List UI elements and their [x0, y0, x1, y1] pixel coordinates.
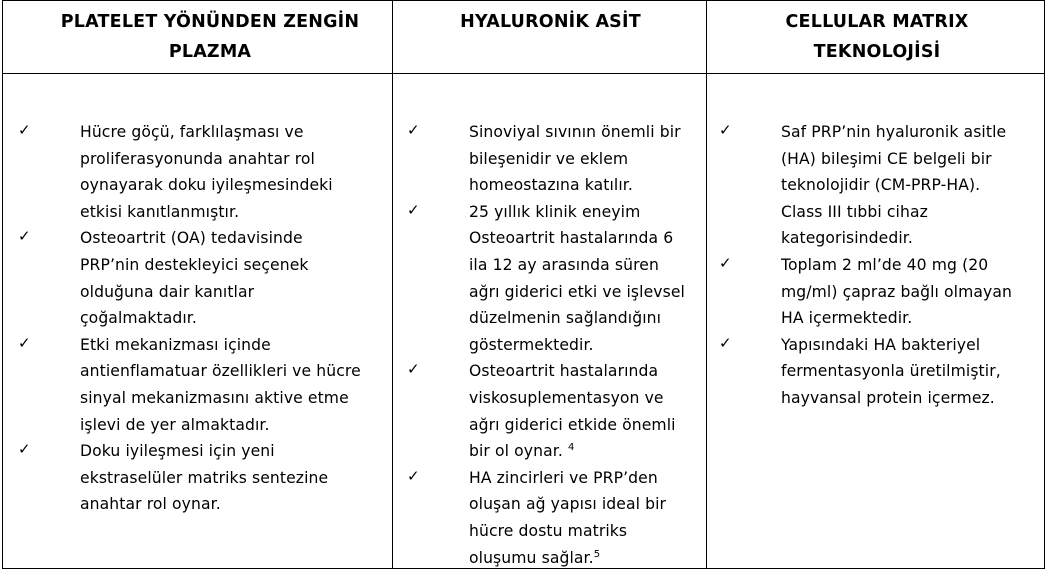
header-cm-line-1: CELLULAR MATRIX	[785, 12, 969, 32]
list-item	[18, 119, 361, 225]
reference-superscript: 4	[567, 441, 575, 453]
hyaluronic-acid-column	[407, 119, 685, 571]
list-item	[407, 358, 685, 464]
item-line: anahtar rol oynar.	[80, 495, 221, 514]
checkmark-icon: ✓	[407, 360, 420, 379]
checkmark-icon: ✓	[407, 466, 420, 485]
item-line: mg/ml) çapraz bağlı olmayan	[781, 282, 1013, 301]
comparison-table	[2, 0, 1045, 569]
checkmark-icon: ✓	[18, 333, 31, 352]
header-cm-line-2: TEKNOLOJİSİ	[813, 42, 941, 62]
item-line: Osteoartrit (OA) tedavisinde	[80, 229, 303, 248]
list-item	[18, 438, 361, 518]
header-ha-line-1: HYALURONİK ASİT	[460, 12, 641, 32]
header-hyaluronic-acid	[395, 7, 706, 37]
item-line-text: oluşumu sağlar.	[469, 548, 594, 567]
cellular-matrix-column	[719, 119, 1013, 412]
item-line: Osteoartrit hastalarında 6	[469, 229, 674, 248]
item-line: HA zincirleri ve PRP’den	[469, 468, 658, 487]
list-item	[407, 465, 685, 571]
item-line: antienflamatuar özellikleri ve hücre	[80, 362, 361, 381]
item-line: Osteoartrit hastalarında	[469, 362, 659, 381]
item-line: ağrı giderici etki ve işlevsel	[469, 282, 685, 301]
item-line: Sinoviyal sıvının önemli bir	[469, 123, 681, 141]
item-line: düzelmenin sağlandığını	[469, 309, 662, 328]
checkmark-icon: ✓	[407, 200, 420, 219]
item-line: Etki mekanizması içinde	[80, 335, 271, 354]
item-line: ekstraselüler matriks sentezine	[80, 468, 329, 487]
item-line: (HA) bileşimi CE belgeli bir	[781, 149, 992, 168]
header-divider	[3, 73, 1044, 74]
item-line: teknolojidir (CM-PRP-HA).	[781, 176, 981, 195]
header-cellular-matrix	[708, 7, 1046, 67]
item-line	[469, 545, 685, 571]
item-line	[469, 438, 685, 465]
column-divider-1	[392, 1, 393, 568]
item-line: sinyal mekanizmasını aktive etme	[80, 388, 349, 407]
item-line: oluşan ağ yapısı ideal bir	[469, 495, 667, 514]
item-line: HA içermektedir.	[781, 309, 913, 328]
list-item	[18, 332, 361, 438]
item-line: ağrı giderici etkide önemli	[469, 415, 676, 434]
item-line: 25 yıllık klinik eneyim	[469, 202, 641, 221]
item-line: hücre dostu matriks	[469, 521, 628, 540]
list-item	[719, 332, 1012, 412]
item-line: bileşenidir ve eklem	[469, 149, 629, 168]
item-line: Toplam 2 ml’de 40 mg (20	[781, 255, 989, 274]
item-line: Saf PRP’nin hyaluronik asitle	[781, 123, 1007, 141]
item-line: oynayarak doku iyileşmesindeki	[80, 176, 333, 195]
item-line: PRP’nin destekleyici seçenek	[80, 255, 309, 274]
checkmark-icon: ✓	[719, 121, 732, 139]
item-line: olduğuna dair kanıtlar	[80, 282, 255, 301]
checkmark-icon: ✓	[719, 333, 732, 352]
list-item	[719, 252, 1013, 332]
item-line: çoğalmaktadır.	[80, 309, 197, 328]
list-item	[719, 119, 1012, 252]
checkmark-icon: ✓	[407, 121, 420, 139]
checkmark-icon: ✓	[18, 121, 31, 139]
prp-column	[18, 119, 361, 518]
item-line: viskosuplementasyon ve	[469, 388, 664, 407]
list-item	[18, 225, 361, 331]
item-line: işlevi de yer almaktadır.	[80, 415, 270, 434]
column-divider-2	[706, 1, 707, 568]
item-line: Hücre göçü, farklılaşması ve	[80, 123, 304, 141]
item-line: ila 12 ay arasında süren	[469, 255, 659, 274]
checkmark-icon: ✓	[18, 227, 31, 246]
reference-superscript: 5	[593, 548, 601, 560]
item-line: Doku iyileşmesi için yeni	[80, 442, 275, 461]
header-prp-line-1: PLATELET YÖNÜNDEN ZENGİN	[60, 12, 360, 32]
item-line: Yapısındaki HA bakteriyel	[781, 335, 981, 354]
item-line-text: bir ol oynar.	[469, 442, 563, 461]
header-prp-line-2: PLAZMA	[168, 42, 252, 62]
item-line: fermentasyonla üretilmiştir,	[781, 362, 1001, 381]
item-line: göstermektedir.	[469, 335, 594, 354]
checkmark-icon: ✓	[18, 440, 31, 459]
item-line: homeostazına katılır.	[469, 176, 633, 195]
item-line: proliferasyonunda anahtar rol	[80, 149, 315, 168]
checkmark-icon: ✓	[719, 253, 732, 272]
item-line: etkisi kanıtlanmıştır.	[80, 202, 240, 221]
item-line: hayvansal protein içermez.	[781, 388, 995, 407]
item-line: Class III tıbbi cihaz	[781, 202, 928, 221]
list-item	[407, 199, 685, 359]
list-item	[407, 119, 685, 199]
header-prp	[23, 7, 397, 67]
item-line: kategorisindedir.	[781, 229, 913, 248]
